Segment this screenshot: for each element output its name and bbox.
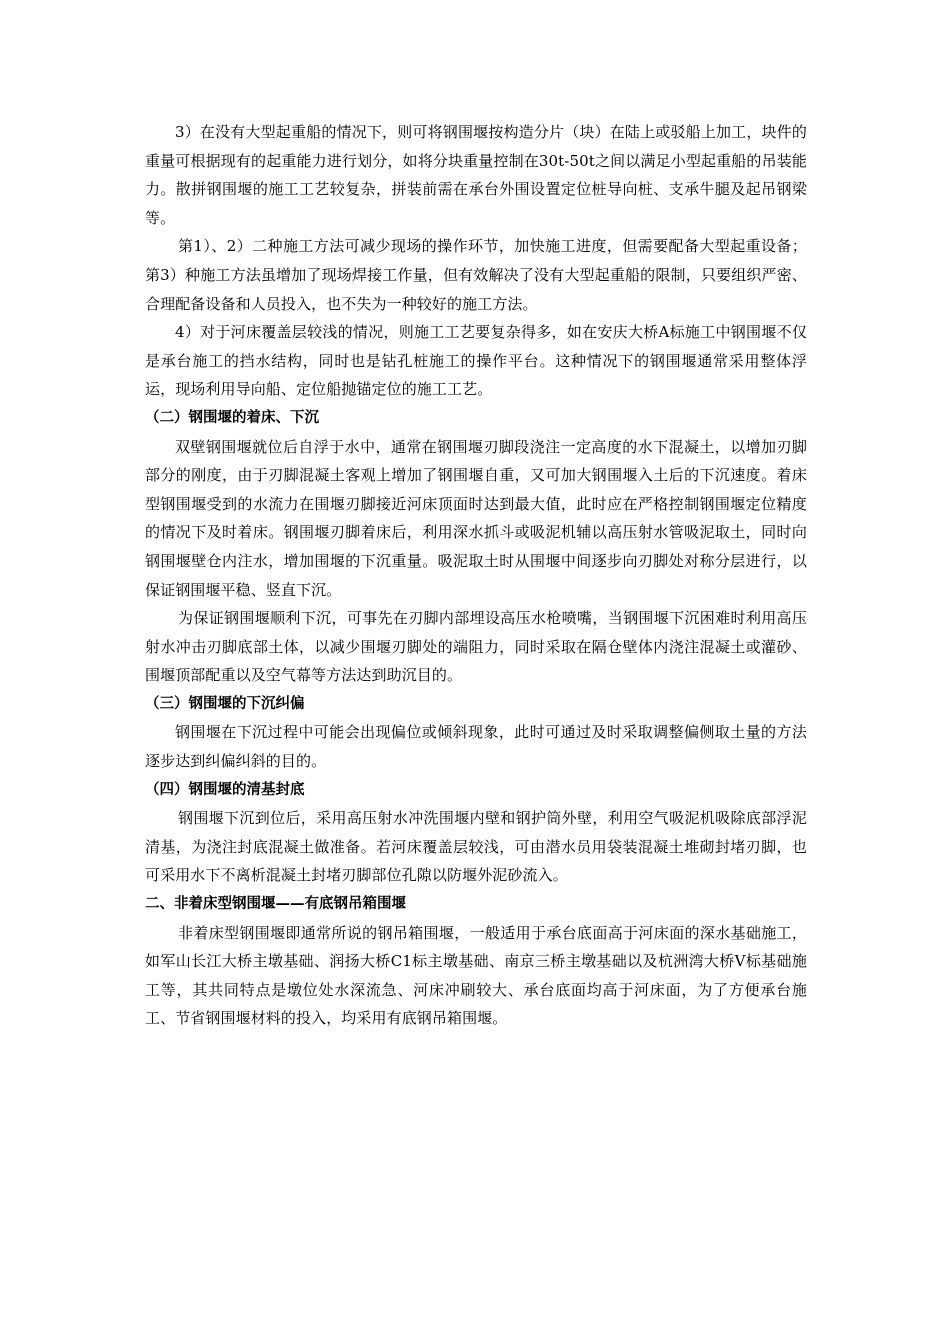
- paragraph-methods-comparison: 第1）、2）二种施工方法可减少现场的操作环节，加快施工进度，但需要配备大型起重设备；第3）种施工方法虽增加了现场焊接工作量，但有效解决了没有大型起重船的限制，只要组织严密、合理配备设备和人员投入，也不失为一种较好的施工方法。: [145, 237, 807, 313]
- paragraph-non-landing-cofferdam: 非着床型钢围堰即通常所说的钢吊箱围堰，一般适用于承台底面高于河床面的深水基础施工，如军山长江大桥主墩基础、润扬大桥C1标主墩基础、南京三桥主墩基础以及杭洲湾大桥Ⅴ标基础施工等，其共同特点是墩位处水深流急、河床冲刷较大、承台底面均高于河床面，为了方便承台施工、节省钢围堰材料的投入，均采用有底钢吊箱围堰。: [145, 923, 807, 1028]
- paragraph-method-3: 3）在没有大型起重船的情况下，则可将钢围堰按构造分片（块）在陆上或驳船上加工，块件的重量可根据现有的起重能力进行划分，如将分块重量控制在30t-50t之间以满足小型起重船的吊装能力。散拼钢围堰的施工工艺较复杂，拼装前需在承台外围设置定位桩导向桩、支承牛腿及起吊钢梁等。: [145, 123, 807, 227]
- paragraph-landing-sinking: 双壁钢围堰就位后自浮于水中，通常在钢围堰刃脚段浇注一定高度的水下混凝土，以增加刃脚部分的刚度，由于刃脚混凝土客观上增加了钢围堰自重，又可加大钢围堰入土后的下沉速度。着床型钢围堰受到的水流力在围堰刃脚接近河床顶面时达到最大值，此时应在严格控制钢围堰定位精度的情况下及时着床。钢围堰刃脚着床后，利用深水抓斗或吸泥机辅以高压射水管吸泥取土，同时向钢围堰壁仓内注水，增加围堰的下沉重量。吸泥取土时从围堰中间逐步向刃脚处对称分层进行，以保证钢围堰平稳、竖直下沉。: [145, 437, 807, 599]
- section-heading-landing-sinking: （二）钢围堰的着床、下沉: [145, 409, 319, 426]
- section-heading-correction: （三）钢围堰的下沉纠偏: [145, 695, 305, 712]
- paragraph-sinking-assist: 为保证钢围堰顺利下沉，可事先在刃脚内部埋设高压水枪喷嘴，当钢围堰下沉困难时利用高压射水冲击刃脚底部土体，以减少围堰刃脚处的端阻力，同时采取在隔仓壁体内浇注混凝土或灌砂、围堰顶部配重以及空气幕等方法达到助沉目的。: [145, 609, 807, 685]
- document-page: [145, 118, 807, 1033]
- paragraph-sealing: 钢围堰下沉到位后，采用高压射水冲洗围堰内壁和钢护筒外壁，利用空气吸泥机吸除底部浮泥清基，为浇注封底混凝土做准备。若河床覆盖层较浅，可由潜水员用袋装混凝土堆砌封堵刃脚，也可采用水下不离析混凝土封堵刃脚部位孔隙以防堰外泥砂流入。: [145, 809, 807, 885]
- paragraph-method-4: 4）对于河床覆盖层较浅的情况，则施工工艺要复杂得多，如在安庆大桥A标施工中钢围堰不仅是承台施工的挡水结构，同时也是钻孔桩施工的操作平台。这种情况下的钢围堰通常采用整体浮运，现场利用导向船、定位船抛锚定位的施工工艺。: [145, 323, 807, 399]
- section-heading-non-landing-cofferdam: 二、非着床型钢围堰——有底钢吊箱围堰: [145, 896, 406, 913]
- section-heading-sealing: （四）钢围堰的清基封底: [145, 781, 305, 798]
- paragraph-correction: 钢围堰在下沉过程中可能会出现偏位或倾斜现象，此时可通过及时采取调整偏侧取土量的方法逐步达到纠偏纠斜的目的。: [145, 723, 807, 771]
